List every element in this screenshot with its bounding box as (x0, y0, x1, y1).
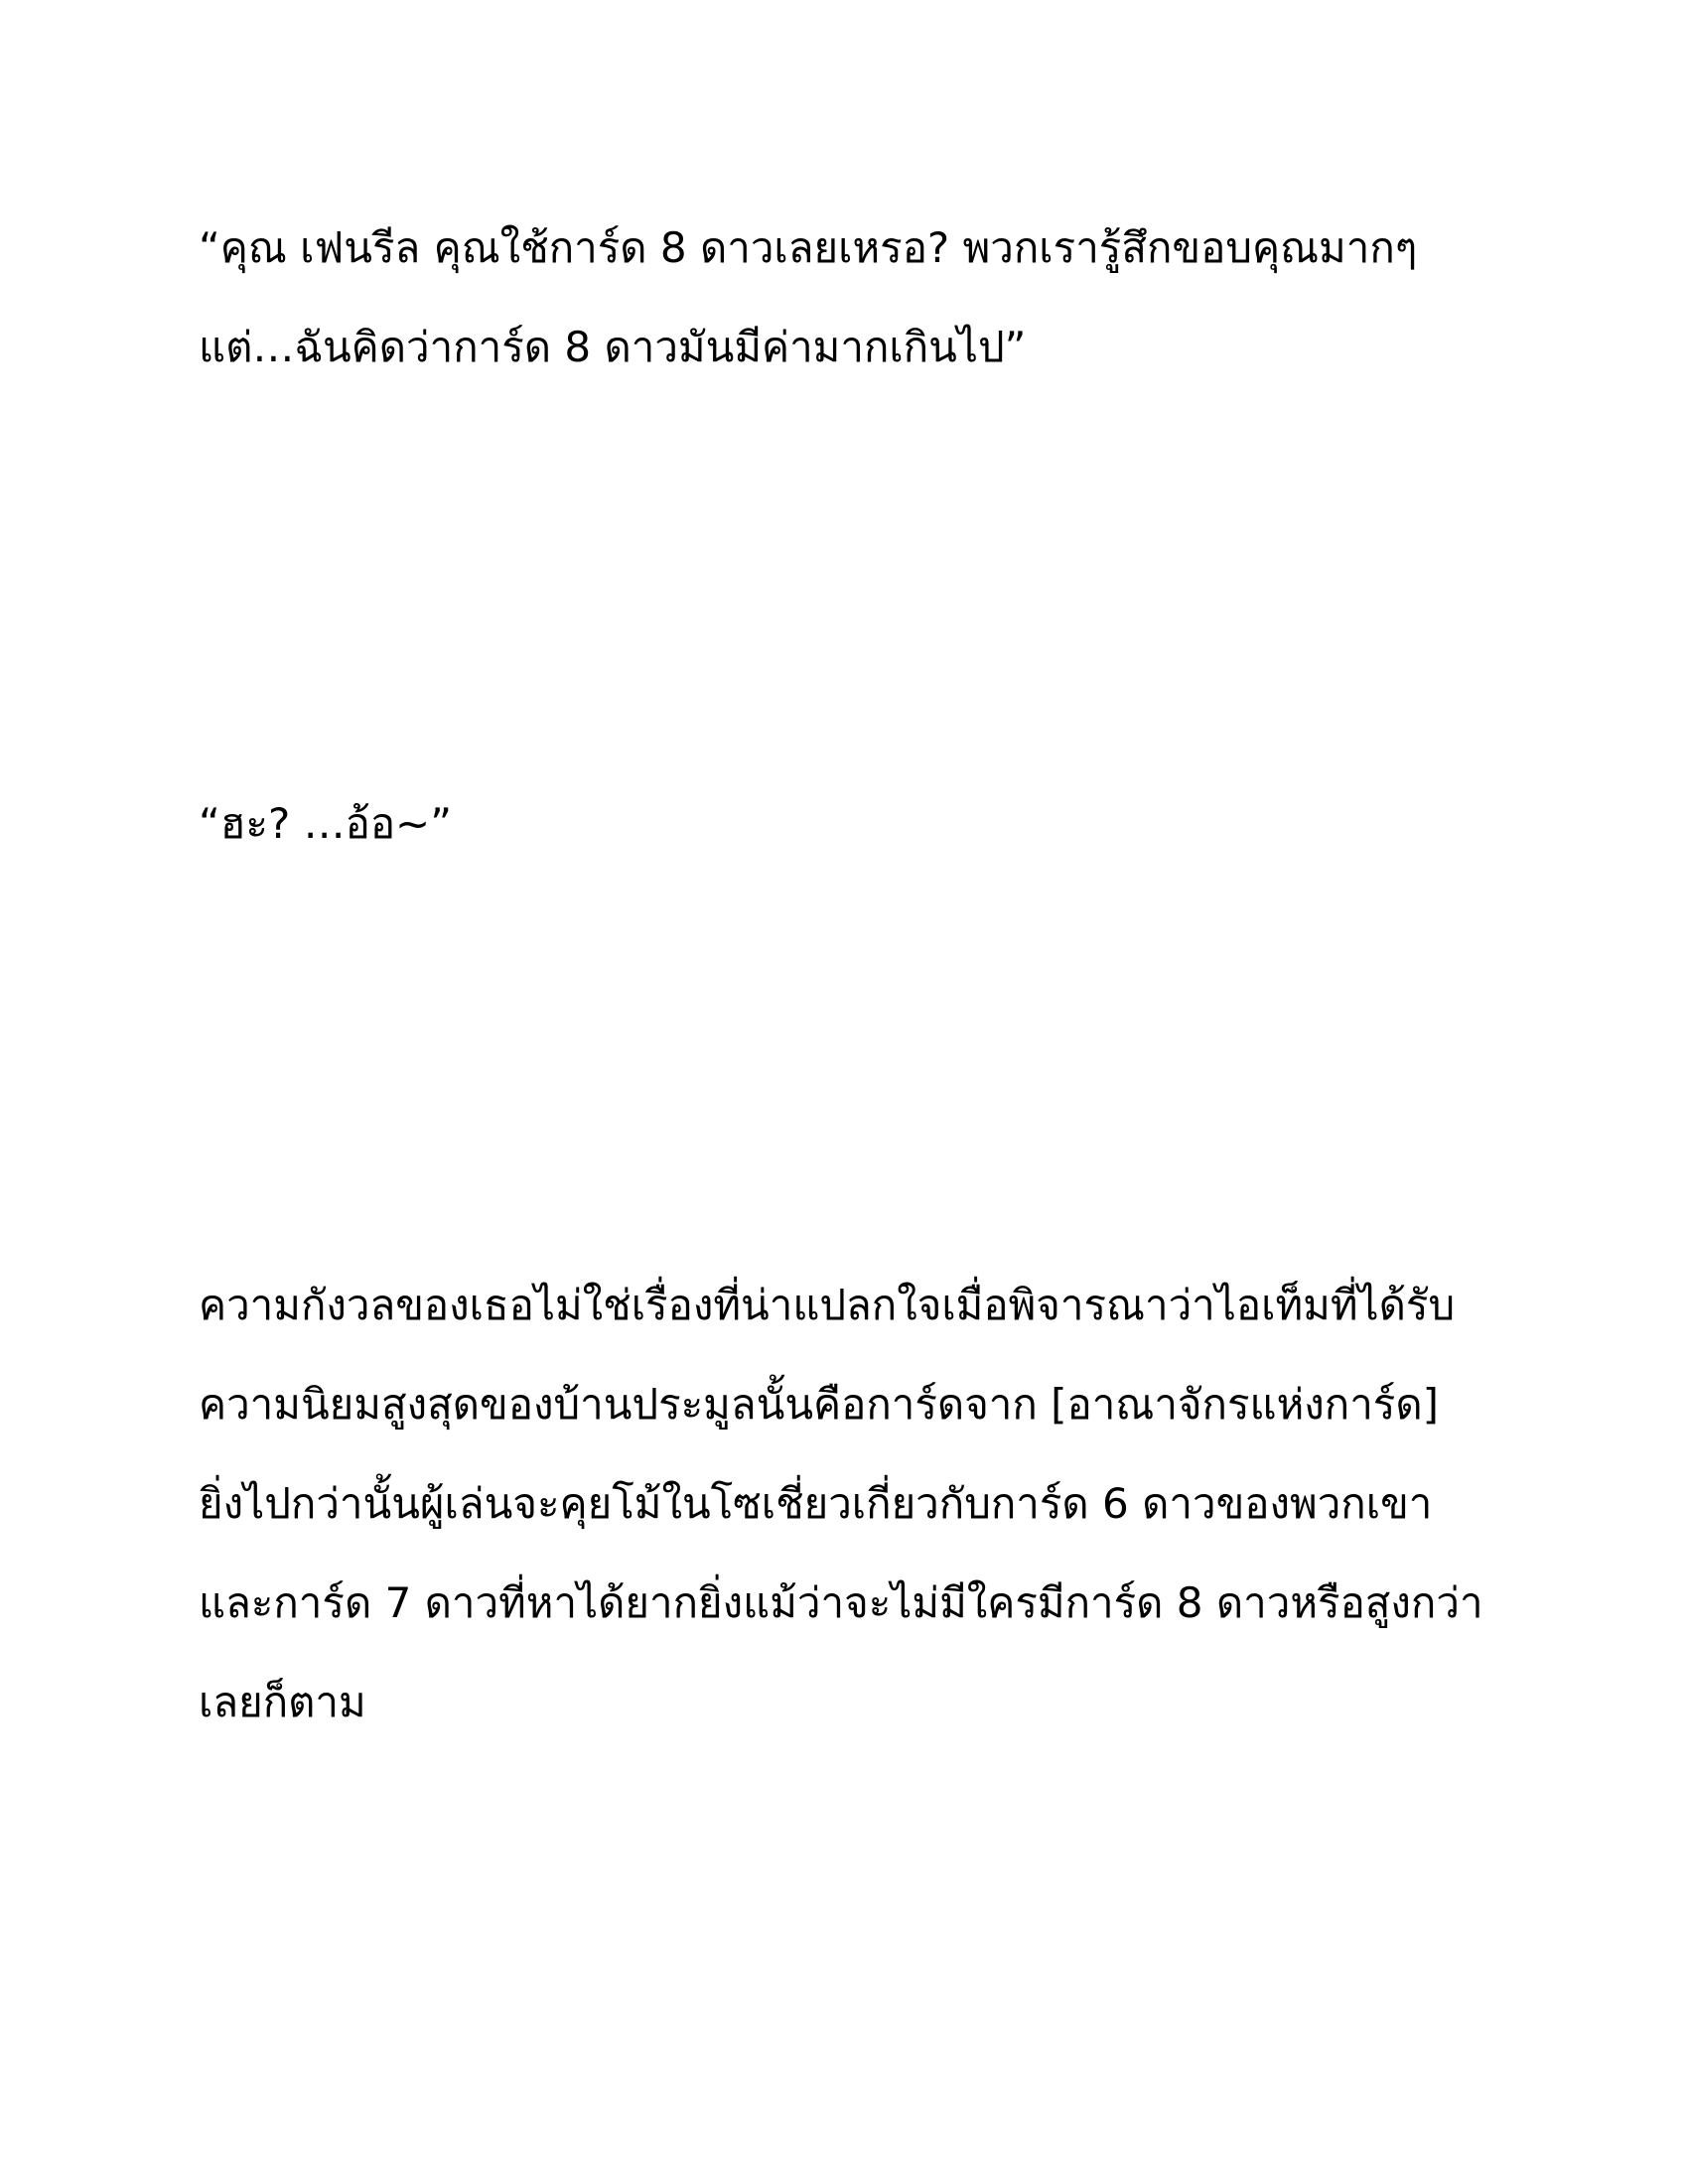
text-line: แต่…ฉันคิดว่าการ์ด 8 ดาวมันมีค่ามากเกินไป” (199, 323, 1027, 371)
dialogue-paragraph-reply (199, 774, 1489, 874)
text-line: “ฮะ? …อ้อ~” (199, 799, 452, 848)
text-line: ความกังวลของเธอไม่ใช่เรื่องที่น่าแปลกใจเมื่อพิจารณาว่าไอเท็มที่ได้รับ (199, 1281, 1456, 1329)
text-line: เลยก็ตาม (199, 1678, 366, 1726)
text-line: และการ์ด 7 ดาวที่หาได้ยากยิ่งแม้ว่าจะไม่มีใครมีการ์ด 8 ดาวหรือสูงกว่า (199, 1578, 1483, 1627)
narration-paragraph (199, 1256, 1489, 1752)
dialogue-paragraph-fenril (199, 199, 1489, 397)
text-line: ความนิยมสูงสุดของบ้านประมูลนั้นคือการ์ดจาก [อาณาจักรแห่งการ์ด] (199, 1380, 1440, 1429)
text-line: ยิ่งไปกว่านั้นผู้เล่นจะคุยโม้ในโซเชี่ยวเกี่ยวกับการ์ด 6 ดาวของพวกเขา (199, 1479, 1433, 1528)
text-line: “คุณ เฟนรีล คุณใช้การ์ด 8 ดาวเลยเหรอ? พวกเรารู้สึกขอบคุณมากๆ (199, 223, 1418, 272)
